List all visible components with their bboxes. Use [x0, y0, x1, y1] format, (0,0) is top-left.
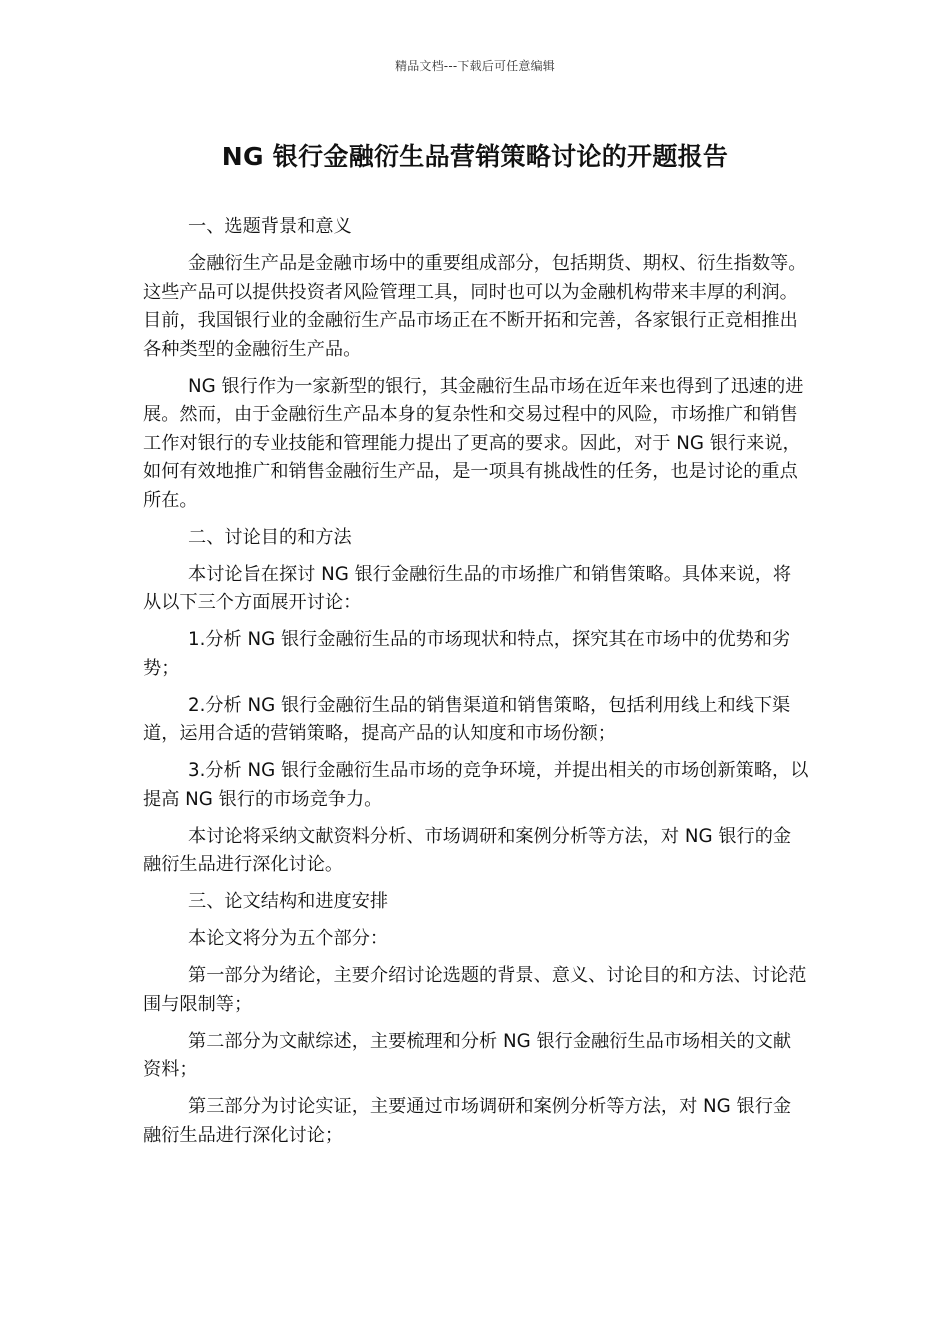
- section-heading-purpose: 二、讨论目的和方法: [188, 526, 352, 548]
- list-item: 3.分析 NG 银行金融衍生品市场的竞争环境，并提出相关的市场创新策略，以提高 NG 银行的市场竞争力。: [143, 760, 809, 810]
- paragraph: NG 银行作为一家新型的银行，其金融衍生品市场在近年来也得到了迅速的进展。然而，由于金融衍生产品本身的复杂性和交易过程中的风险，市场推广和销售工作对银行的专业技能和管理能力提出了更高的要求。因此，对于 NG 银行来说，如何有效地推广和销售金融衍生产品，是一项具有挑战性的任务，也是讨论的重点所在。: [143, 375, 804, 511]
- section-heading-background: 一、选题背景和意义: [188, 216, 352, 237]
- document-title: NG 银行金融衍生品营销策略讨论的开题报告: [221, 142, 729, 171]
- section-heading-structure: 三、论文结构和进度安排: [188, 891, 389, 912]
- document-body: [143, 213, 809, 1159]
- paragraph: 本讨论旨在探讨 NG 银行金融衍生品的市场推广和销售策略。具体来说，将从以下三个方面展开讨论：: [143, 563, 792, 613]
- paragraph: 金融衍生产品是金融市场中的重要组成部分，包括期货、期权、衍生指数等。这些产品可以提供投资者风险管理工具，同时也可以为金融机构带来丰厚的利润。目前，我国银行业的金融衍生产品市场正在不断开拓和完善，各家银行正竞相推出各种类型的金融衍生产品。: [143, 253, 807, 360]
- list-item: 2.分析 NG 银行金融衍生品的销售渠道和销售策略，包括利用线上和线下渠道，运用合适的营销策略，提高产品的认知度和市场份额；: [143, 694, 791, 744]
- list-item: 1.分析 NG 银行金融衍生品的市场现状和特点，探究其在市场中的优势和劣势；: [143, 629, 791, 679]
- paragraph: 本讨论将采纳文献资料分析、市场调研和案例分析等方法，对 NG 银行的金融衍生品进行深化讨论。: [143, 825, 792, 875]
- paragraph: 第三部分为讨论实证，主要通过市场调研和案例分析等方法，对 NG 银行金融衍生品进行深化讨论；: [143, 1096, 792, 1146]
- header-note: 精品文档---下载后可任意编辑: [395, 59, 555, 73]
- paragraph: 本论文将分为五个部分：: [188, 928, 389, 949]
- paragraph: 第二部分为文献综述，主要梳理和分析 NG 银行金融衍生品市场相关的文献资料；: [143, 1030, 792, 1080]
- paragraph: 第一部分为绪论，主要介绍讨论选题的背景、意义、讨论目的和方法、讨论范围与限制等；: [143, 965, 807, 1015]
